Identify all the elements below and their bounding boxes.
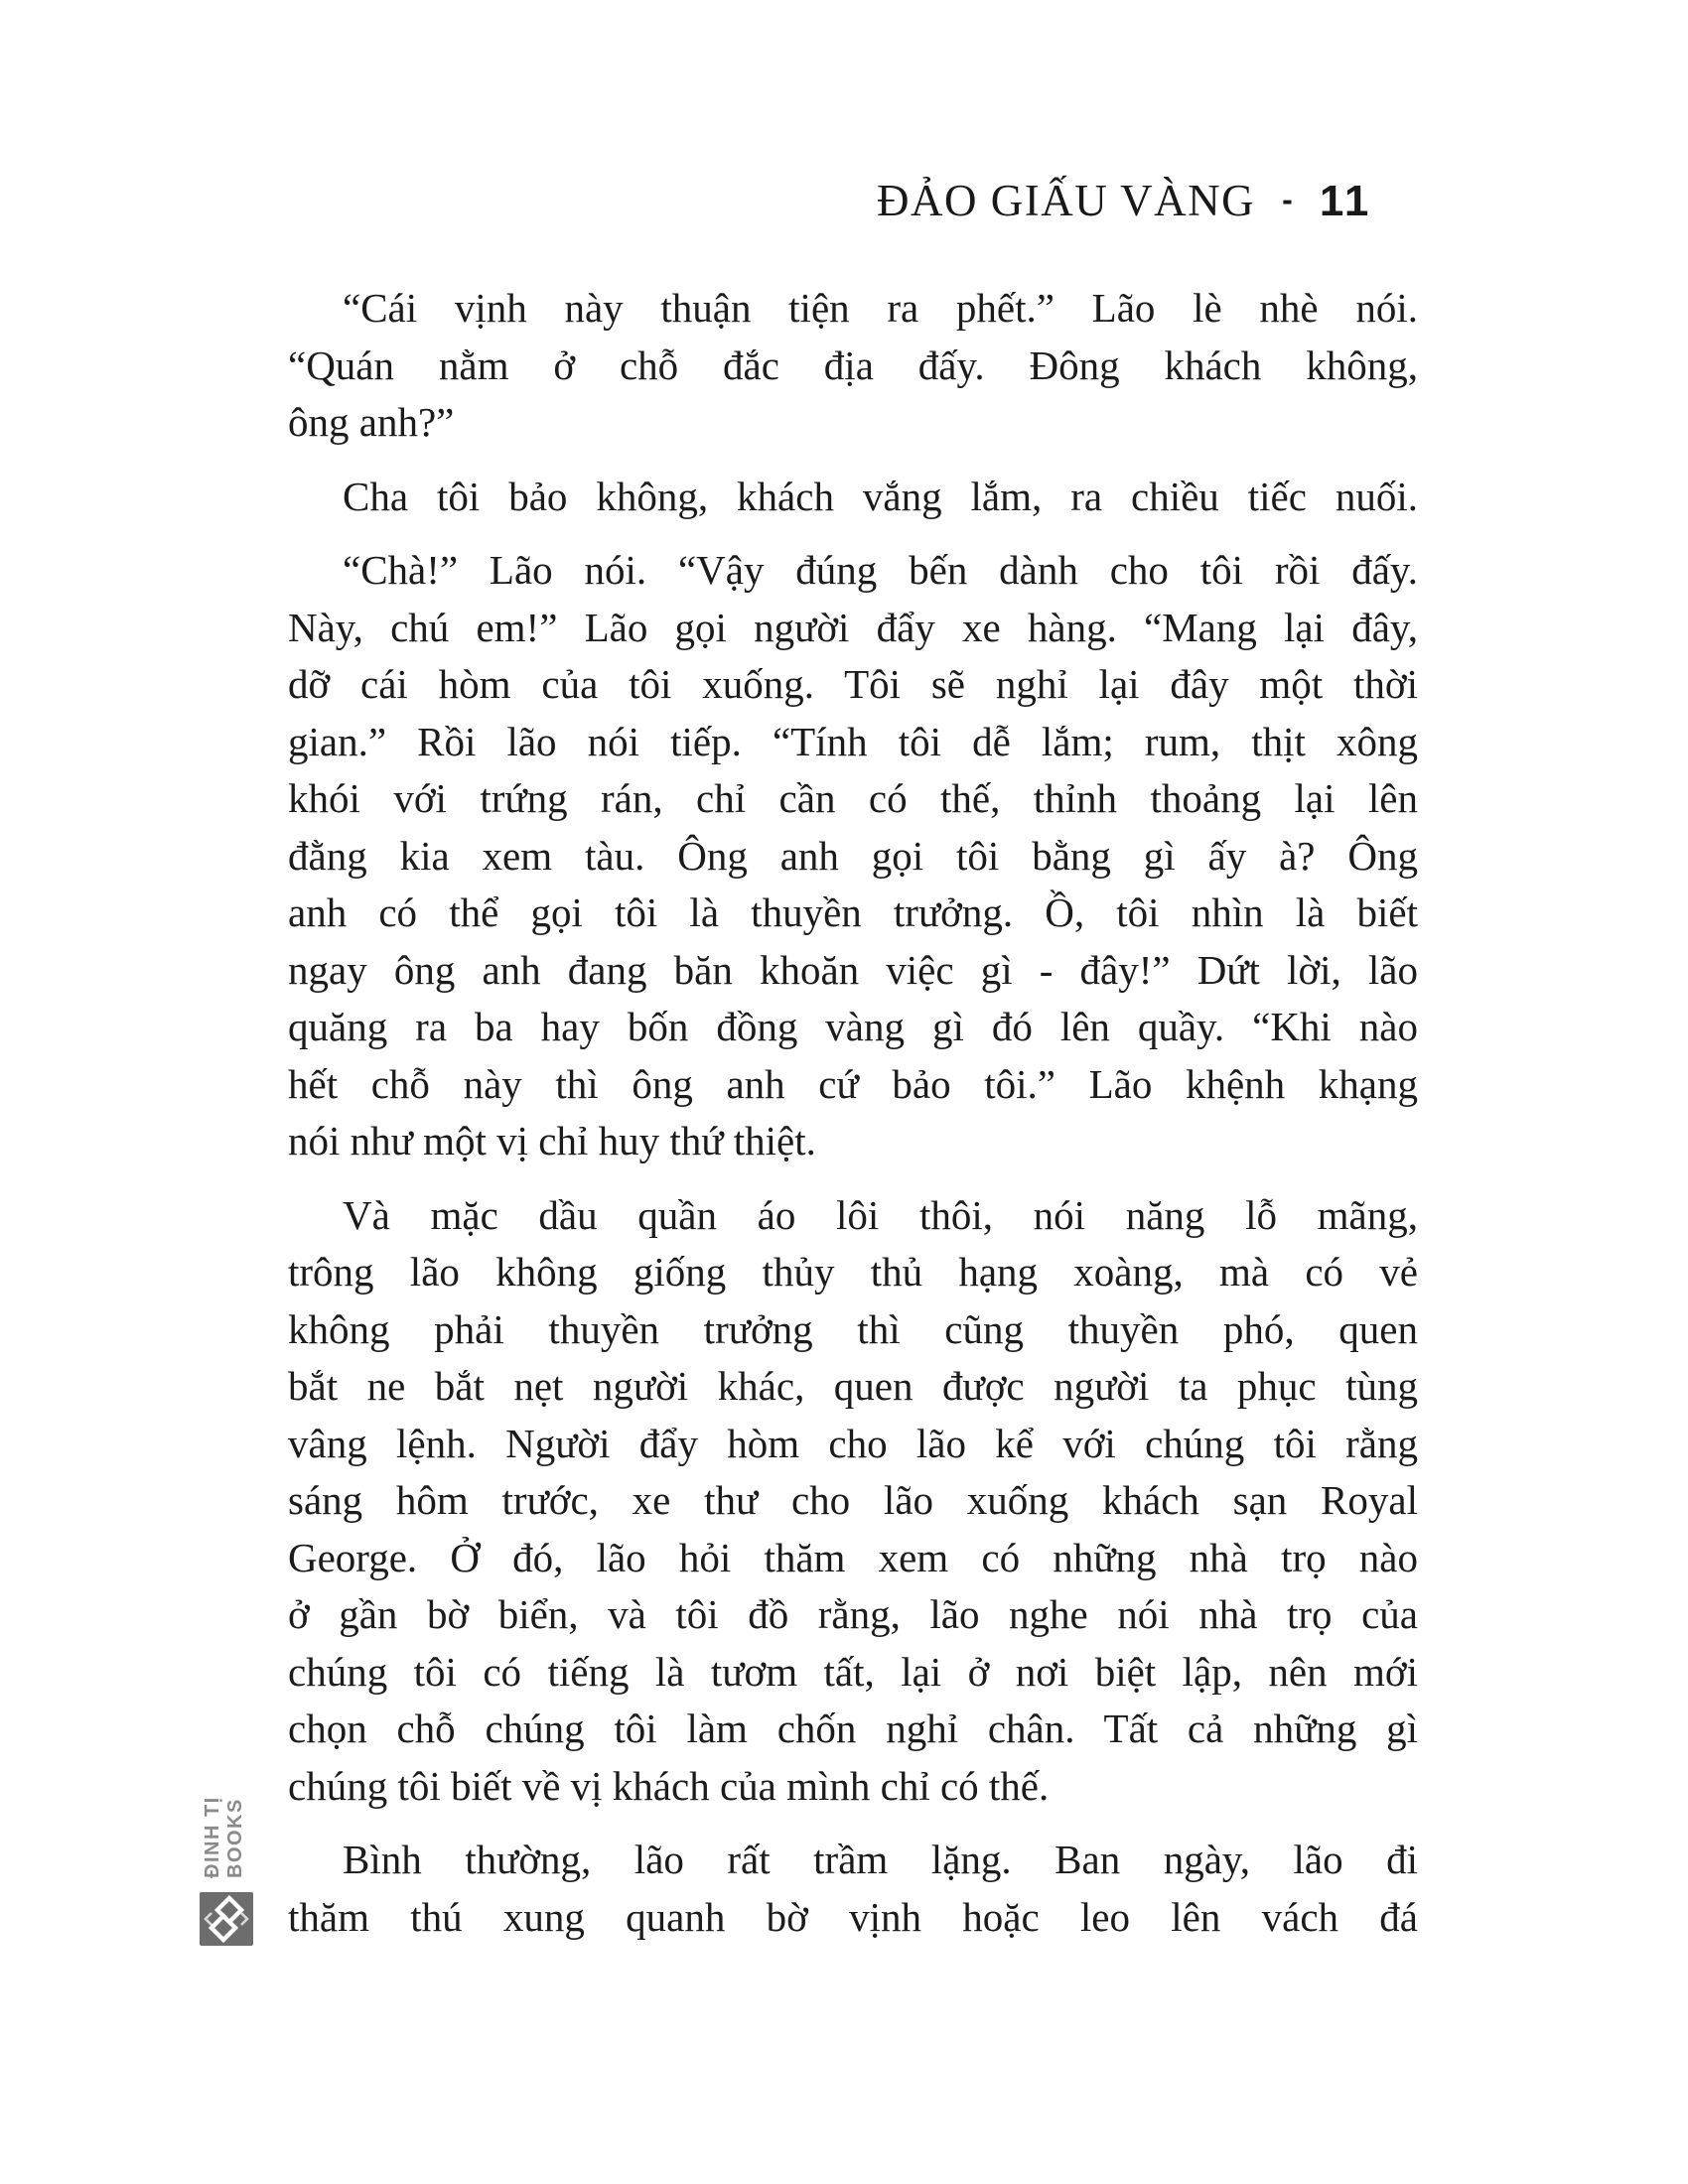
paragraph (288, 280, 1418, 452)
text-line: thăm thú xung quanh bờ vịnh hoặc leo lên vách đá (288, 1893, 1418, 1940)
paragraph (288, 1187, 1418, 1816)
text-line: Bình thường, lão rất trầm lặng. Ban ngày, lão đi (343, 1837, 1418, 1882)
paragraph (288, 542, 1418, 1170)
text-line: Cha tôi bảo không, khách vắng lắm, ra chiều tiếc nuối. (343, 473, 1418, 519)
publisher-name: ĐINH TỊ BOOKS (202, 1796, 246, 1878)
text-line: “Chà!” Lão nói. “Vậy đúng bến dành cho tôi rồi đấy. (343, 547, 1418, 593)
running-header (877, 176, 1372, 225)
text-line: vâng lệnh. Người đẩy hòm cho lão kể với chúng tôi rằng (288, 1420, 1418, 1466)
text-line: bắt ne bắt nẹt người khác, quen được người ta phục tùng (288, 1363, 1418, 1409)
page-number: 11 (1319, 176, 1372, 225)
text-line: nói như một vị chỉ huy thứ thiệt. (288, 1118, 816, 1163)
text-line: ông anh?” (288, 399, 455, 445)
text-line: ở gần bờ biển, và tôi đồ rằng, lão nghe nói nhà trọ của (288, 1591, 1418, 1637)
text-line: gian.” Rồi lão nói tiếp. “Tính tôi dễ lắm; rum, thịt xông (288, 718, 1418, 764)
text-line: hết chỗ này thì ông anh cứ bảo tôi.” Lão khệnh khạng (288, 1060, 1418, 1107)
text-line: Và mặc dầu quần áo lôi thôi, nói năng lỗ mãng, (343, 1191, 1418, 1238)
text-line: không phải thuyền trưởng thì cũng thuyền phó, quen (288, 1305, 1418, 1352)
text-line: George. Ở đó, lão hỏi thăm xem có những nhà trọ nào (288, 1534, 1418, 1580)
paragraph (288, 469, 1418, 526)
text-line: trông lão không giống thủy thủ hạng xoàng, mà có vẻ (288, 1249, 1418, 1295)
text-line: “Quán nằm ở chỗ đắc địa đấy. Đông khách không, (288, 341, 1418, 388)
text-line: dỡ cái hòm của tôi xuống. Tôi sẽ nghỉ lại đây một thời (288, 661, 1418, 707)
text-line: “Cái vịnh này thuận tiện ra phết.” Lão lè nhè nói. (343, 285, 1418, 331)
text-line: anh có thể gọi tôi là thuyền trưởng. Ồ, tôi nhìn là biết (288, 889, 1418, 935)
text-line: chọn chỗ chúng tôi làm chốn nghỉ chân. Tất cả những gì (288, 1706, 1418, 1751)
text-line: khói với trứng rán, chỉ cần có thế, thỉnh thoảng lại lên (288, 775, 1418, 821)
text-line: Này, chú em!” Lão gọi người đẩy xe hàng. “Mang lại đây, (288, 604, 1418, 650)
publisher-logo-icon (200, 1892, 253, 1946)
text-line: chúng tôi biết về vị khách của mình chỉ có thế. (288, 1762, 1050, 1809)
text-line: ngay ông anh đang băn khoăn việc gì - đây!” Dứt lời, lão (288, 946, 1418, 993)
book-title: ĐẢO GIẤU VÀNG (877, 176, 1256, 225)
header-separator: - (1282, 181, 1293, 217)
text-line: sáng hôm trước, xe thư cho lão xuống khách sạn Royal (288, 1477, 1418, 1523)
text-line: quăng ra ba hay bốn đồng vàng gì đó lên quầy. “Khi nào (288, 1004, 1418, 1049)
paragraph (288, 1832, 1418, 1946)
text-line: chúng tôi có tiếng là tươm tất, lại ở nơi biệt lập, nên mới (288, 1648, 1418, 1695)
body-text (288, 280, 1418, 1946)
text-line: đằng kia xem tàu. Ông anh gọi tôi bằng gì ấy à? Ông (288, 832, 1418, 879)
